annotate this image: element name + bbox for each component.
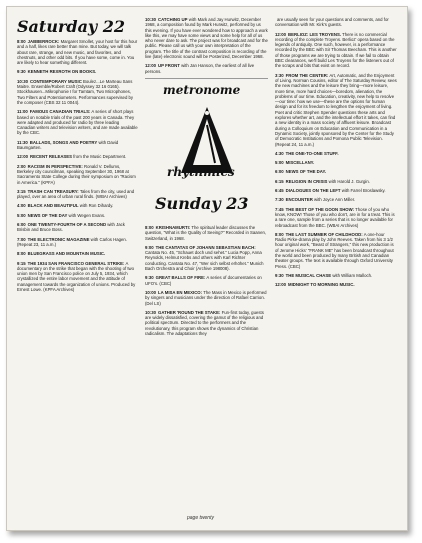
program-entry xyxy=(17,79,138,105)
entry-title: THE BEST OF THE GOON SHOW: xyxy=(285,206,355,212)
program-entry xyxy=(17,154,138,159)
entry-time: 8:00 xyxy=(145,224,154,230)
entry-description: with David Baumgarten. xyxy=(17,139,119,151)
program-entry xyxy=(17,237,138,248)
day-heading: Saturday 22 xyxy=(17,17,126,36)
entry-title: THE CANTATAS OF JOHANN SEBASTIAN BACH: xyxy=(155,244,256,250)
program-entry xyxy=(17,222,138,233)
entry-description: are usually seen for your questions and comments, and for conversation with Mr. Kirk's guests. xyxy=(275,17,389,28)
program-entry xyxy=(275,188,397,193)
entry-description: There is no commercial recording of the complete Troyens. Berlioz' opera based on the legends of antiquity. One such, however, is a performance recorded by the BBC with Sir Thomas Beecham. This is another of those programs we are trying to obtain. If we fail to obtain BBC clearances, we'll build Les Troyens for the listeners out of the scraps and bits that exist on record. xyxy=(275,31,397,69)
entry-title: BLUEGRASS AND MOUNTAIN MUSIC. xyxy=(27,251,106,257)
entry-title: KENNETH REXROTH ON BOOKS. xyxy=(27,69,97,75)
program-guide-page xyxy=(6,6,408,531)
program-entry xyxy=(275,160,397,165)
entry-time: 12:00 xyxy=(275,31,286,37)
entry-title: MIDNIGHT TO MORNING MUSIC. xyxy=(288,282,355,288)
entry-description: from the Music Department. xyxy=(73,154,127,160)
entry-description: Margaret Smollet, your host for this hour and a half, likes rare better than mine. But today, we will talk about rare, strange, and new music, and favorites, and chestnuts, and other odd bits. If you have some, come in. You are likely to hear something different. xyxy=(17,39,138,66)
page-number: page twenty xyxy=(187,515,214,521)
program-entry xyxy=(275,207,397,228)
entry-title: BALLADS, SONGS AND POETRY xyxy=(29,139,98,145)
entry-title: RACISM IN PERSPECTIVE: xyxy=(27,163,83,169)
entry-description: The spiritual leader discusses the question, "What is the Quality of Seeing?" Recorded in Saanen, Switzerland, in 1968. xyxy=(145,224,267,241)
entry-description: Fun-first today, guests are widely dissatisfied, covering the gamut of the religious and political spectrum. Directed to the performers and the revolutionary, this program shows the dynamics of Christian radicalism. The adaptations they xyxy=(145,309,264,337)
entry-description: Cantata No. 45, "Schauet doch und sehet." Lucia Popp, Anna Reynolds, Helmut Krebs and others with Karl Richter conducting. Cantata No. 47, "Wer sich selbst erhöhet." Munich Bach Orchestra and Choir (Archive 198008). xyxy=(145,250,264,272)
program-entry xyxy=(145,17,268,59)
program-entry xyxy=(17,69,138,74)
entry-time: 7:30 xyxy=(275,197,284,203)
entry-time: 10:30 xyxy=(145,309,156,315)
entry-description: A series of short plays based on notable trials of the past 200 years in Canada. They were adapted and produced for radio by three leading Canadian writers and television writers, and are made available by the CBC. xyxy=(17,109,138,136)
entry-time: 8:00 xyxy=(17,251,26,257)
entry-list xyxy=(17,39,138,292)
entry-list xyxy=(145,17,268,74)
entry-description: with Ron Dihardy. xyxy=(79,203,114,209)
entry-description: The Mass in Mexico is performed by singers and musicians under the direction of Rafael Carrion. (Del LS) xyxy=(145,289,267,306)
entry-time: 8:00 xyxy=(275,231,284,237)
entry-time: 12:00 xyxy=(17,154,28,160)
program-entry xyxy=(275,282,397,287)
program-entry xyxy=(275,179,397,184)
entry-title: GATHER 'ROUND THE STAKE: xyxy=(158,309,221,315)
entry-description: A one-hour Radio Pirke-drama play by John Reeves. Taken from his 3 1/2 hour original work, "Beast of Strangers," this new production is of Jerome Hicks' "FRANK ME" has been broadcast throughout the world and been produced by many British and Canadian theater groups. The text is available through Oxford University Press. (CBC) xyxy=(275,231,394,269)
entry-time: 8:00 xyxy=(17,39,26,44)
entry-title: KRISHNAMURTI: xyxy=(155,224,191,230)
program-entry xyxy=(275,151,397,156)
program-entry xyxy=(145,290,268,306)
entry-time: 11:00 xyxy=(17,109,28,115)
graphic-title-2: rhythmics xyxy=(167,164,235,179)
entry-time: 7:00 xyxy=(17,236,26,242)
entry-time: 2:00 xyxy=(17,163,26,169)
program-entry xyxy=(145,63,268,74)
entry-title: RECENT RELEASES xyxy=(30,154,73,160)
entry-title: JABBERROCK: xyxy=(27,39,60,44)
entry-description: A series of documentaries on UFO's. (CBC) xyxy=(145,275,262,286)
program-entry xyxy=(17,213,138,218)
entry-title: BLACK AND BEAUTIFUL xyxy=(27,203,79,209)
entry-title: GREAT BALLS OF FIRE: xyxy=(155,275,206,281)
entry-title: TRASH CAN TREASURY: xyxy=(27,188,79,194)
entry-time: 10:00 xyxy=(145,289,156,295)
entry-description: with Harold J. Gurgin. xyxy=(328,178,370,184)
program-entry xyxy=(17,140,138,151)
entry-title: BERLIOZ: LES TROYENS. xyxy=(288,31,341,37)
entry-title: THE LAST SUMMER OF CHILDHOOD: xyxy=(285,231,363,237)
entry-description: Tales from the city, used and played, over an area of urban rural finds. (WBAI Archives) xyxy=(17,188,135,200)
entry-time: 6:45 xyxy=(275,188,284,194)
entry-title: FROM THE CENTER: xyxy=(285,72,329,78)
program-entry xyxy=(275,17,397,28)
entry-title: CONTEMPORARY MUSIC xyxy=(30,78,82,84)
program-entry xyxy=(275,169,397,174)
entry-title: THE ONE-TO-ONE STUFF. xyxy=(285,150,339,156)
entry-time: 3:30 xyxy=(275,72,284,78)
entry-title: THE MUSICAL CHASE xyxy=(285,272,332,278)
entry-description: with Wegen Evans. xyxy=(68,212,106,218)
entry-time: 10:30 xyxy=(17,78,28,84)
entry-time: 5:00 xyxy=(17,212,26,218)
entry-title: THE 1934 SAN FRANCISCO GENERAL STRIKE: xyxy=(27,260,125,266)
entry-description: Those of you who know, KNOW! Those of you who don't, are in for a treat. This is a rare one, sample from a series that is no longer available for rebroadcast from the BBC. (WBAI Archives) xyxy=(275,206,395,228)
program-entry xyxy=(17,189,138,200)
program-entry xyxy=(275,232,397,269)
entry-description: with Mark and Jay Hurwitz, December 1968, a composition found by Mark Hurwitz, performed by us this evening. If you have ever wondered how to approach a work like this, we may have some views and some help for all of us who never dare to ask. The project was for broadcast and for the public. Please call us with your own interpretation of the program. The title of the contrast composition is recording of the live (late) electronic sound will be Posterized, December 1968. xyxy=(145,17,268,60)
column-right xyxy=(275,17,397,291)
program-entry xyxy=(17,109,138,135)
entry-list xyxy=(275,17,397,287)
entry-title: CATCHING UP xyxy=(158,17,188,22)
entry-time: 6:15 xyxy=(275,178,284,184)
sunday-graphic xyxy=(145,78,268,219)
entry-title: THE ELECTRONIC MAGAZINE xyxy=(27,236,90,242)
entry-title: ONE TWENTY-FOURTH OF A SECOND xyxy=(27,222,107,228)
entry-time: 6:00 xyxy=(17,222,26,228)
program-entry xyxy=(275,73,397,147)
entry-description: with Jan Hanson, the earliest of all live persons. xyxy=(145,63,255,74)
entry-title: NEWS OF THE DAY xyxy=(27,212,68,218)
entry-title: RELIGION IN CRISIS xyxy=(285,178,328,184)
entry-description: Boulez...Le Marteau Sans Maitre. Ensemble/Robert Craft (Odyssey 32 16 0165). Stockhausen...Mikrophonie I for Tamtam, Two Microphones, Two Filters and Potentiometers. Performances supervised by the composer (CBS 32 11 0044). xyxy=(17,78,134,105)
entry-description: with Jack Brisbin and Bruce Boss. xyxy=(17,222,125,233)
sunday-heading: Sunday 23 xyxy=(155,193,249,213)
entry-time: 9:00 xyxy=(145,244,154,250)
program-entry xyxy=(17,203,138,208)
entry-time: 7:45 xyxy=(275,206,284,212)
entry-title: ENCOUNTER xyxy=(285,197,313,203)
entry-description: with Joyce Ann Miller. xyxy=(314,197,356,203)
entry-description: Ronald V. Dellums, Berkeley city councilman, speaking September 30, 1968 at Sacramento State College during their symposium on "Racism in America." (KPFA) xyxy=(17,163,136,185)
entry-title: FAMOUS CANADIAN TRIALS: xyxy=(29,109,91,115)
entry-time: 5:00 xyxy=(275,160,284,166)
program-entry xyxy=(275,32,397,69)
entry-list xyxy=(145,225,268,336)
entry-time: 9:30 xyxy=(17,69,26,75)
column-middle xyxy=(145,17,268,340)
program-entry xyxy=(145,310,268,336)
entry-time: 11:30 xyxy=(17,139,28,145)
program-entry xyxy=(145,245,268,271)
program-entry xyxy=(17,261,138,293)
graphic-title-1: metronome xyxy=(163,82,241,97)
program-entry xyxy=(17,251,138,256)
entry-title: UP FRONT xyxy=(158,63,180,69)
entry-description: with Carlos Hagen. (Repeat 23, 11 a.m.) xyxy=(17,236,127,247)
entry-time: 6:00 xyxy=(275,169,284,175)
program-entry xyxy=(275,273,397,278)
entry-time: 9:30 xyxy=(145,275,154,281)
entry-time: 4:30 xyxy=(275,150,284,156)
program-entry xyxy=(145,225,268,241)
entry-description: Art, Automatic, and the Enjoyment of Living. Norman Cousins, editor of The Saturday Review, sees the new machines and the leisure they bring—more leisure, more time, more hard choices—boredom, alienation, the problems of our time. Education, creativity, new help to resolve—our time: how we use—these are the options for human design and for its freedom to lengthen the enjoyment of living. Poet and critic Stephen Spender questions these arts and explores whether art, and the intellectual effort it takes, can find a new identity in a mass society of affluent leisure. Broadcast during a Colloquium on Education and Communication in a Dynamic Society, jointly sponsored by the Center for the Study of Democratic Institutions and Pomona Public Television. (Repeat 24, 11 a.m.) xyxy=(275,72,397,147)
entry-time: 9:15 xyxy=(17,260,26,266)
entry-title: DIALOGUES ON THE LEFT xyxy=(285,188,341,194)
entry-title: NEWS OF THE DAY. xyxy=(285,169,327,175)
entry-title: MISCELLANY. xyxy=(285,160,315,166)
entry-time: 12:00 xyxy=(275,282,286,288)
entry-time: 4:00 xyxy=(17,203,26,209)
entry-description: A documentary on the strike that began with the shooting of two union men by San Francisco police on July 5, 1934, which crystallized the entire labor movement and the attitude of management towards the organization of unions. Produced by Ernest Lowe. (KPFA Archives) xyxy=(17,260,136,292)
entry-time: 9:30 xyxy=(275,272,284,278)
entry-time: 10:30 xyxy=(145,17,156,22)
program-entry xyxy=(145,275,268,286)
program-entry xyxy=(17,39,138,65)
program-entry xyxy=(17,164,138,185)
entry-time: 12:00 xyxy=(145,63,156,69)
program-entry xyxy=(275,197,397,202)
entry-title: LA MISA EN MEXICO: xyxy=(158,289,203,295)
column-left xyxy=(17,17,138,296)
entry-description: with William Malloch. xyxy=(332,272,373,278)
entry-description: with Farrel Broslawsky. xyxy=(341,188,386,194)
entry-time: 3:15 xyxy=(17,188,26,194)
